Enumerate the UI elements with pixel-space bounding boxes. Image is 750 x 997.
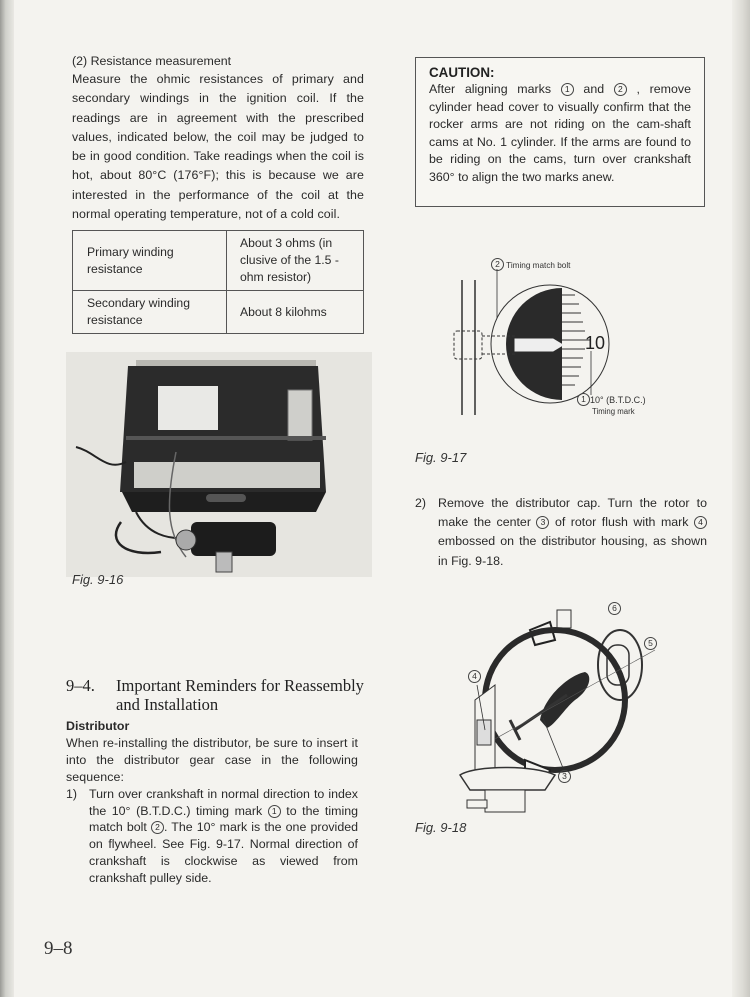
mark-2-icon: 2 (491, 258, 504, 271)
step-text-a: Turn over crankshaft in normal direction to index the 10° (B.T.D.C.) timing mark (89, 787, 358, 818)
step-text-c: . The 10° mark is the one provided on flywheel. See Fig. 9-17. Normal direction of crankshaft is clockwise as viewed from crankshaft pulley side. (89, 820, 358, 885)
step-text-a: Remove the distributor cap. Turn the rotor to make the center (438, 496, 707, 530)
section-number: 9–4. (66, 676, 95, 695)
mark-3-icon: 3 (558, 770, 571, 783)
step-text-b: of rotor flush with mark (554, 515, 689, 530)
distributor-title: Distributor (66, 719, 130, 733)
tester-photo-illustration (66, 352, 372, 577)
mark-4-icon: 4 (468, 670, 481, 683)
label-3 (558, 770, 571, 783)
fig-9-18-caption: Fig. 9-18 (415, 820, 467, 835)
label-4 (468, 670, 481, 683)
row-label: Secondary winding resistance (73, 291, 227, 334)
step-number: 1) (66, 787, 78, 801)
page-edge (732, 0, 750, 997)
row-label: Primary winding resistance (73, 231, 227, 291)
section-title-line2: and Installation (116, 695, 219, 714)
distributor-intro: When re-installing the distributor, be sure to insert it into the distributor gear case in the following sequence: (66, 736, 358, 784)
distributor-diagram (455, 600, 685, 820)
distributor-block (66, 718, 358, 886)
step-1 (66, 786, 358, 886)
table-row (73, 291, 364, 334)
step-text-b: to the timing match bolt (89, 803, 358, 835)
label-timing-mark (577, 393, 646, 406)
label-mark-text: 10° (B.T.D.C.) (590, 395, 646, 405)
fig-9-17-caption: Fig. 9-17 (415, 450, 467, 465)
mark-5-icon: 5 (644, 637, 657, 650)
caution-text-b: , remove cylinder head cover to visually confirm that the rocker arms are not riding on the cam-shaft cams at No. 1 cylinder. If the arms are found to be riding on the cams, turn over crankshaft 360° to align the two marks anew. (429, 82, 691, 184)
step-text (438, 494, 707, 571)
mark-4-icon: 4 (694, 516, 707, 529)
section-9-4 (66, 676, 370, 714)
step-number: 2) (415, 496, 427, 510)
label-bolt-text: Timing match bolt (506, 261, 571, 270)
caution-text (429, 81, 691, 187)
section-title-line1: Important Reminders for Reassembly (116, 676, 364, 695)
label-timing-match-bolt (491, 258, 570, 271)
mark-2-icon: 2 (151, 821, 164, 834)
left-column (72, 52, 364, 334)
resistance-table (72, 230, 364, 334)
mark-1-icon: 1 (577, 393, 590, 406)
mark-6-icon: 6 (608, 602, 621, 615)
scale-value-10: 10 (585, 333, 606, 353)
resistance-intro: Measure the ohmic resistances of primary and secondary windings in the ignition coil. If the readings are in agreement with the prescribed values, indicated below, the coil may be judged to be in good condition. Take readings when the coil is hot, about 80°C (176°F); this is because we are interested in the performance of the coil at the normal operating temperature, not of a cold coil. (72, 72, 364, 222)
label-5 (644, 637, 657, 650)
label-6 (608, 602, 621, 615)
mark-1-icon: 1 (561, 83, 574, 96)
step-2 (415, 494, 707, 571)
caution-and: and (583, 82, 605, 96)
caution-box (415, 57, 705, 207)
book-spine-shadow (0, 0, 14, 997)
step-text-c: embossed on the distributor housing, as shown in Fig. 9-18. (438, 534, 707, 568)
fig-9-16-photo (66, 352, 372, 577)
label-timing-mark-2: Timing mark (592, 407, 635, 416)
section-title (66, 676, 370, 714)
step-text (89, 786, 358, 886)
mark-1-icon: 1 (268, 805, 281, 818)
table-row (73, 231, 364, 291)
fig-9-18-diagram (455, 600, 685, 820)
row-value: About 8 kilohms (227, 291, 364, 334)
row-value: About 3 ohms (in clusive of the 1.5 - ohm resistor) (227, 231, 364, 291)
mark-2-icon: 2 (614, 83, 627, 96)
caution-text-a: After aligning marks (429, 82, 552, 96)
fig-9-16-caption: Fig. 9-16 (72, 572, 124, 587)
step-2-block (415, 494, 707, 571)
mark-3-icon: 3 (536, 516, 549, 529)
page-number: 9–8 (44, 938, 73, 959)
fig-9-17-diagram (445, 255, 646, 435)
section-heading: (2) Resistance measurement (72, 54, 232, 68)
caution-title: CAUTION: (429, 65, 495, 80)
